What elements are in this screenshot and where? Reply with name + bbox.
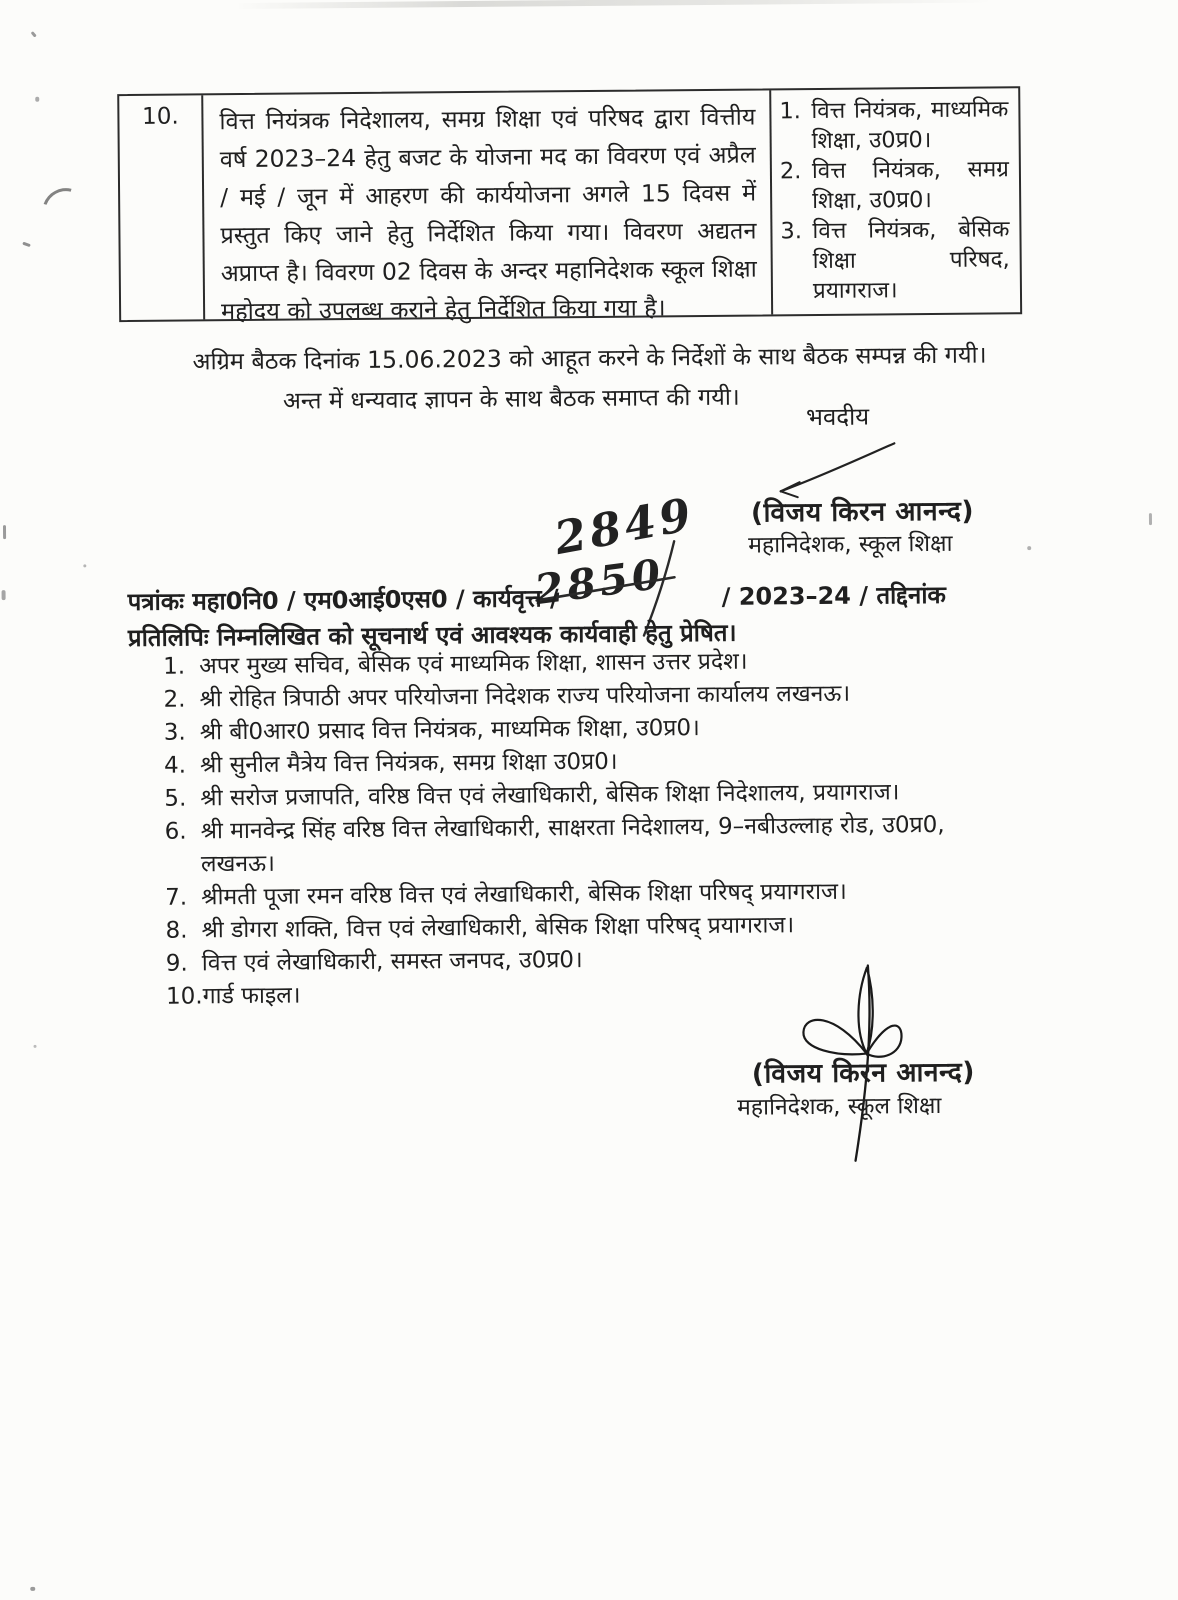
signatory-designation: महानिदेशक, स्कूल शिक्षा — [748, 530, 953, 559]
scan-smudge — [234, 0, 994, 9]
pen-arc-mark — [35, 180, 93, 236]
copy-item-number: 10. — [165, 983, 203, 1010]
signatory-name: (विजय किरन आनन्द) — [750, 495, 975, 529]
responsible-item — [779, 94, 1009, 156]
closing-line-1: अग्रिम बैठक दिनांक 15.06.2023 को आहूत करने के निर्देशों के साथ बैठक सम्पन्न की गयी। — [192, 340, 987, 376]
copy-item-text: श्री रोहित त्रिपाठी अपर परियोजना निदेशक राज्य परियोजना कार्यालय लखनऊ। — [199, 680, 851, 713]
scan-speck — [1149, 513, 1152, 525]
copy-item-number: 1. — [163, 653, 186, 680]
copy-item-number: 8. — [165, 917, 188, 944]
signatory2-designation: महानिदेशक, स्कूल शिक्षा — [736, 1092, 942, 1121]
minutes-table — [117, 86, 1022, 326]
copy-item-number: 2. — [163, 686, 186, 713]
scan-speck — [3, 525, 6, 539]
copy-item-text: गार्ड फाइल। — [202, 982, 301, 1010]
responsible-item-text: वित्त नियंत्रक, समग्र शिक्षा, उ0प्र0। — [811, 156, 1010, 215]
responsible-item — [780, 214, 1010, 306]
responsible-item — [780, 154, 1010, 216]
handwritten-struck-number: 2850 — [531, 549, 668, 615]
table-responsible-cell — [771, 88, 1020, 314]
copy-item-text: श्री डोगरा शक्ति, वित्त एवं लेखाधिकारी, बेसिक शिक्षा परिषद् प्रयागराज। — [201, 912, 795, 944]
copy-list-heading: प्रतिलिपिः निम्नलिखित को सूचनार्थ एवं आवश्यक कार्यवाही हेतु प्रेषित। — [127, 618, 737, 653]
copy-item-number: 9. — [165, 950, 188, 977]
scan-speck — [22, 242, 31, 247]
scan-speck — [2, 590, 6, 600]
scan-speck — [30, 1587, 35, 1591]
signatory2-name: (विजय किरन आनन्द) — [751, 1056, 976, 1090]
reference-number-left: पत्रांकः महा0नि0 / एम0आई0एस0 / कार्यवृत्त / — [127, 584, 559, 617]
responsible-item-text: वित्त नियंत्रक, माध्यमिक शिक्षा, उ0प्र0। — [811, 96, 1009, 155]
handwritten-number: 2849 — [550, 487, 699, 566]
scan-speck — [31, 31, 37, 38]
copy-item-text: श्री बी0आर0 प्रसाद वित्त नियंत्रक, माध्यमिक शिक्षा, उ0प्र0। — [199, 715, 700, 746]
closing-line-2: अन्त में धन्यवाद ज्ञापन के साथ बैठक समाप्त की गयी। — [282, 382, 740, 415]
scan-speck — [35, 97, 39, 102]
salutation: भवदीय — [805, 402, 870, 432]
scan-speck — [1027, 546, 1031, 550]
copy-item-number: 5. — [164, 785, 187, 812]
responsible-item-text: वित्त नियंत्रक, बेसिक शिक्षा परिषद, प्रयागराज। — [812, 216, 1010, 305]
copy-item-text: श्री सरोज प्रजापति, वरिष्ठ वित्त एवं लेखाधिकारी, बेसिक शिक्षा निदेशालय, प्रयागराज। — [200, 779, 900, 812]
responsible-item-number: 3. — [780, 218, 803, 245]
table-description-cell: वित्त नियंत्रक निदेशालय, समग्र शिक्षा एवं परिषद द्वारा वित्तीय वर्ष 2023–24 हेतु बजट के योजना मद का विवरण एवं अप्रैल / मई / जून में आहरण की कार्ययोजना अगले 15 दिवस में प्रस्तुत किए जाने हेतु निर्देशित किया गया। विवरण अद्यतन अप्राप्त है। विवरण 02 दिवस के अन्दर महानिदेशक स्कूल शिक्षा महोदय को उपलब्ध कराने हेतु निर्देशित किया गया है। — [203, 90, 773, 319]
copy-item-text: श्रीमती पूजा रमन वरिष्ठ वित्त एवं लेखाधिकारी, बेसिक शिक्षा परिषद् प्रयागराज। — [201, 878, 847, 911]
copy-item-text: अपर मुख्य सचिव, बेसिक एवं माध्यमिक शिक्षा, शासन उत्तर प्रदेश। — [199, 648, 748, 680]
copy-item-number: 6. — [164, 818, 187, 845]
reference-number-right: / 2023–24 / तद्दिनांक — [721, 580, 947, 611]
copy-item-text: श्री मानवेन्द्र सिंह वरिष्ठ वित्त लेखाधिकारी, साक्षरता निदेशालय, 9–नबीउल्लाह रोड, उ0प्र0, लखनऊ। — [200, 811, 945, 878]
scan-speck — [34, 1045, 37, 1048]
copy-list-item — [165, 809, 961, 882]
copy-item-number: 4. — [163, 752, 187, 779]
copy-item-number: 3. — [163, 719, 186, 746]
copy-item-number: 7. — [165, 884, 188, 911]
table-serial-cell: 10. — [119, 95, 205, 320]
copy-item-text: वित्त एवं लेखाधिकारी, समस्त जनपद, उ0प्र0। — [201, 947, 583, 977]
scan-speck — [83, 564, 86, 567]
copy-item-text: श्री सुनील मैत्रेय वित्त नियंत्रक, समग्र शिक्षा उ0प्र0। — [199, 748, 618, 779]
responsible-item-number: 2. — [779, 158, 802, 185]
responsible-item-number: 1. — [779, 98, 801, 125]
